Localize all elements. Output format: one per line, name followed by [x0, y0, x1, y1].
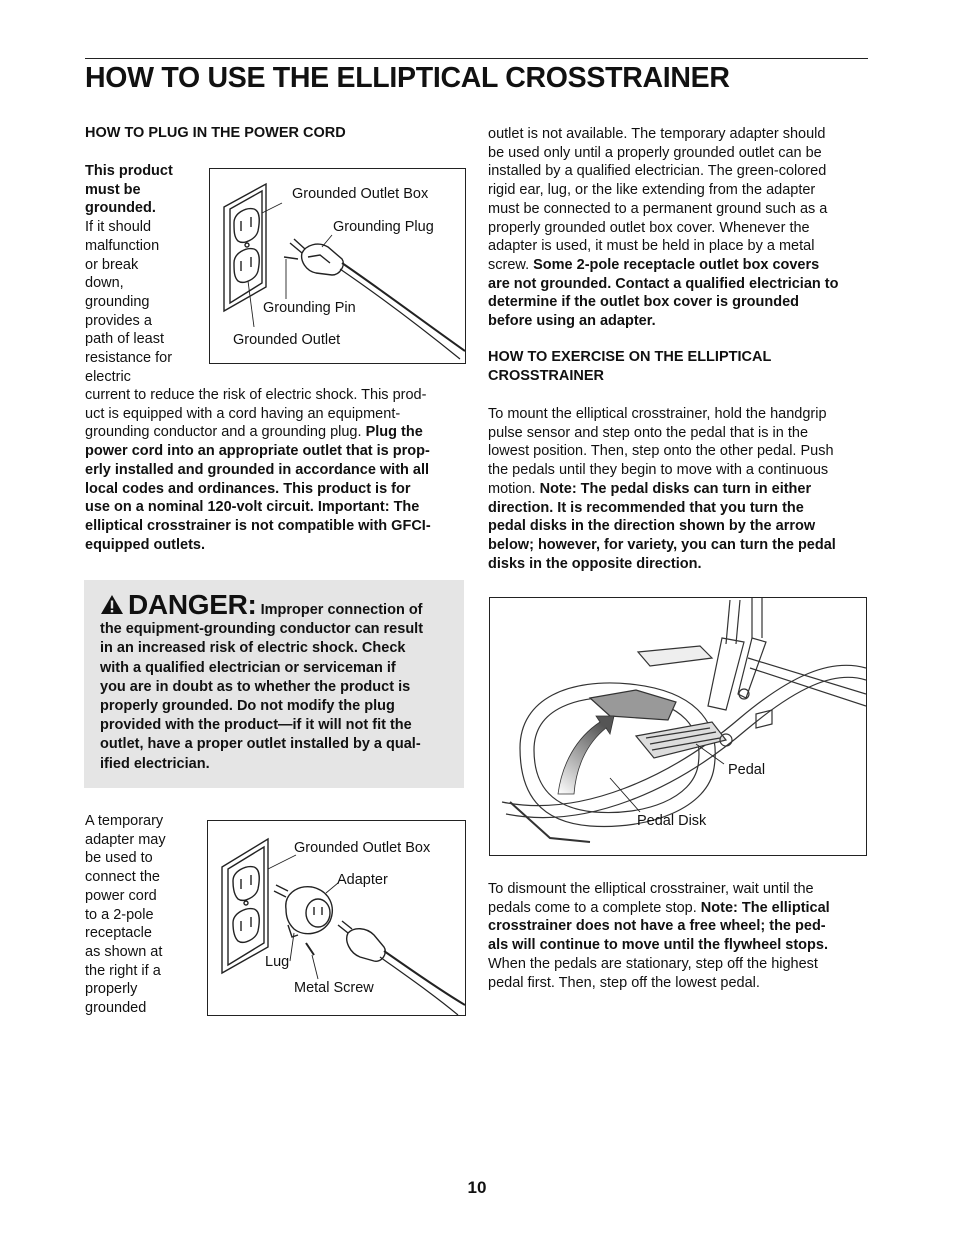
mount-line: pulse sensor and step onto the pedal that is in the [488, 424, 809, 441]
danger-warning-box [84, 580, 464, 788]
grounding-line: grounding [85, 293, 150, 310]
grounding-bold-line: grounded. [85, 200, 156, 217]
grounding-line: path of least [85, 331, 164, 348]
danger-line: in an increased risk of electric shock. Check [100, 640, 406, 657]
grounding-mixed-plain: grounding conductor and a grounding plug. [85, 424, 366, 441]
mount-text [488, 405, 870, 573]
grounding-line: or break [85, 256, 139, 273]
page-number: 10 [467, 1178, 487, 1197]
adapter-side-text [85, 812, 195, 1018]
mount-bold-line: pedal disks in the direction shown by the arrow [488, 518, 816, 535]
grounding-side-text [85, 162, 195, 386]
label-grounded-outlet-box: Grounded Outlet Box [292, 186, 429, 202]
label-grounded-outlet-box-2: Grounded Outlet Box [294, 840, 431, 856]
grounding-bold-tail-line: use on a nominal 120-volt circuit. Important: The [85, 499, 420, 516]
mount-line: lowest position. Then, step onto the other pedal. Push [488, 443, 834, 460]
label-grounded-outlet: Grounded Outlet [233, 332, 341, 348]
grounding-cont-line: current to reduce the risk of electric shock. This prod- [85, 387, 427, 403]
adapter-line: as shown at [85, 943, 163, 960]
adapter-line: to a 2-pole [85, 906, 154, 923]
section-heading-power-cord: HOW TO PLUG IN THE POWER CORD [85, 125, 346, 141]
dismount-mixed-plain: pedals come to a complete stop. [488, 899, 701, 916]
top-rule [85, 58, 868, 59]
danger-text [100, 589, 456, 774]
label-pedal-disk: Pedal Disk [637, 813, 707, 829]
grounding-mixed-line [85, 423, 465, 442]
adapter-line: power cord [85, 887, 157, 904]
danger-first-text: Improper connection of [260, 602, 423, 618]
mount-mixed-line [488, 480, 870, 499]
dismount-text [488, 880, 870, 992]
grounding-bold-tail-line: erly installed and grounded in accordance with all [85, 461, 430, 478]
mount-bold-line: disks in the opposite direction. [488, 555, 702, 572]
adapter-mixed-plain: screw. [488, 256, 534, 273]
grounding-line: provides a [85, 312, 152, 329]
rotation-arrow-icon [558, 716, 614, 794]
label-adapter: Adapter [337, 872, 388, 888]
grounding-line: If it should [85, 219, 152, 236]
adapter-bold-line: are not grounded. Contact a qualified electrician to [488, 275, 839, 292]
grounding-mixed-bold: Plug the [365, 424, 423, 441]
adapter-line: grounded [85, 1000, 147, 1017]
grounding-line: resistance for [85, 350, 173, 367]
mount-line: To mount the elliptical crosstrainer, hold the handgrip [488, 406, 827, 422]
section-heading-exercise-line: CROSSTRAINER [488, 368, 605, 384]
label-metal-screw: Metal Screw [294, 980, 374, 996]
grounding-bold-tail-line: equipped outlets. [85, 536, 206, 553]
section-heading-exercise-line: HOW TO EXERCISE ON THE ELLIPTICAL [488, 349, 772, 365]
grounding-cont-line: uct is equipped with a cord having an equipment- [85, 405, 401, 422]
grounding-bold-line: This product [85, 163, 173, 179]
adapter-bold-line: before using an adapter. [488, 313, 656, 330]
grounding-bold-tail-line: power cord into an appropriate outlet that is prop- [85, 443, 430, 460]
adapter-cont-line: adapter is used, it must be held in place by a metal [488, 238, 815, 255]
dismount-mixed-line [488, 899, 870, 918]
adapter-cont-line: outlet is not available. The temporary adapter should [488, 126, 826, 142]
danger-line: provided with the product—if it will not fit the [100, 717, 412, 734]
mount-line: the pedals until they begin to move with a continuous [488, 462, 829, 479]
mount-mixed-bold: Note: The pedal disks can turn in either [539, 480, 812, 497]
adapter-line: receptacle [85, 925, 152, 942]
grounding-bold-tail-line: local codes and ordinances. This product is for [85, 480, 411, 497]
dismount-line: pedal first. Then, step off the lowest pedal. [488, 974, 760, 991]
adapter-cont-line: rigid ear, lug, or the like extending from the adapter [488, 182, 816, 199]
label-grounding-pin: Grounding Pin [263, 300, 356, 316]
adapter-figure [207, 820, 466, 1016]
adapter-line: be used to [85, 850, 153, 867]
adapter-line: connect the [85, 869, 160, 886]
adapter-mixed-bold: Some 2-pole receptacle outlet box covers [533, 256, 820, 273]
grounding-line: malfunction [85, 237, 160, 254]
adapter-cont-line: be used only until a properly grounded outlet can be [488, 144, 822, 161]
label-pedal: Pedal [728, 762, 766, 778]
label-grounding-plug: Grounding Plug [333, 219, 434, 235]
adapter-line: the right if a [85, 962, 161, 979]
adapter-bold-line: determine if the outlet box cover is grounded [488, 294, 799, 311]
elliptical-figure [489, 597, 867, 856]
adapter-cont-line: installed by a qualified electrician. The green-colored [488, 163, 827, 180]
adapter-continued-text [488, 125, 870, 331]
dismount-line: To dismount the elliptical crosstrainer, wait until the [488, 881, 814, 897]
adapter-cont-line: properly grounded outlet box cover. Whenever the [488, 219, 810, 236]
dismount-bold-line: als will continue to move until the flywheel stops. [488, 937, 828, 954]
grounding-bold-tail-line: elliptical crosstrainer is not compatible with GFCI- [85, 517, 431, 534]
grounding-continued-text [85, 386, 465, 554]
danger-line: outlet, have a proper outlet installed by a qual- [100, 736, 421, 753]
danger-line: you are in doubt as to whether the product is [100, 678, 411, 695]
page-title: HOW TO USE THE ELLIPTICAL CROSSTRAINER [85, 62, 730, 94]
dismount-bold-line: crosstrainer does not have a free wheel; the ped- [488, 918, 826, 935]
adapter-line: A temporary [85, 813, 164, 829]
danger-first-line [100, 589, 456, 620]
danger-line: properly grounded. Do not modify the plug [100, 698, 395, 715]
adapter-mixed-line [488, 256, 870, 275]
mount-bold-line: below; however, for variety, you can turn the pedal [488, 536, 836, 553]
danger-line: the equipment-grounding conductor can result [100, 621, 424, 638]
dismount-line: When the pedals are stationary, step off the highest [488, 955, 818, 972]
grounded-outlet-figure [209, 168, 466, 364]
grounding-line: electric [85, 368, 131, 385]
danger-line: with a qualified electrician or serviceman if [100, 659, 396, 676]
danger-line: ified electrician. [100, 755, 210, 772]
dismount-mixed-bold: Note: The elliptical [700, 899, 830, 916]
label-lug: Lug [265, 954, 290, 970]
danger-word: DANGER: [128, 589, 257, 620]
mount-bold-line: direction. It is recommended that you turn the [488, 499, 804, 516]
adapter-line: adapter may [85, 831, 166, 848]
adapter-line: properly [85, 981, 138, 998]
section-heading-exercise [488, 348, 771, 386]
grounding-line: down, [85, 275, 124, 292]
warning-triangle-icon [100, 594, 124, 615]
adapter-cont-line: must be connected to a permanent ground such as a [488, 200, 828, 217]
mount-mixed-plain: motion. [488, 480, 540, 497]
grounding-bold-line: must be [85, 181, 141, 198]
